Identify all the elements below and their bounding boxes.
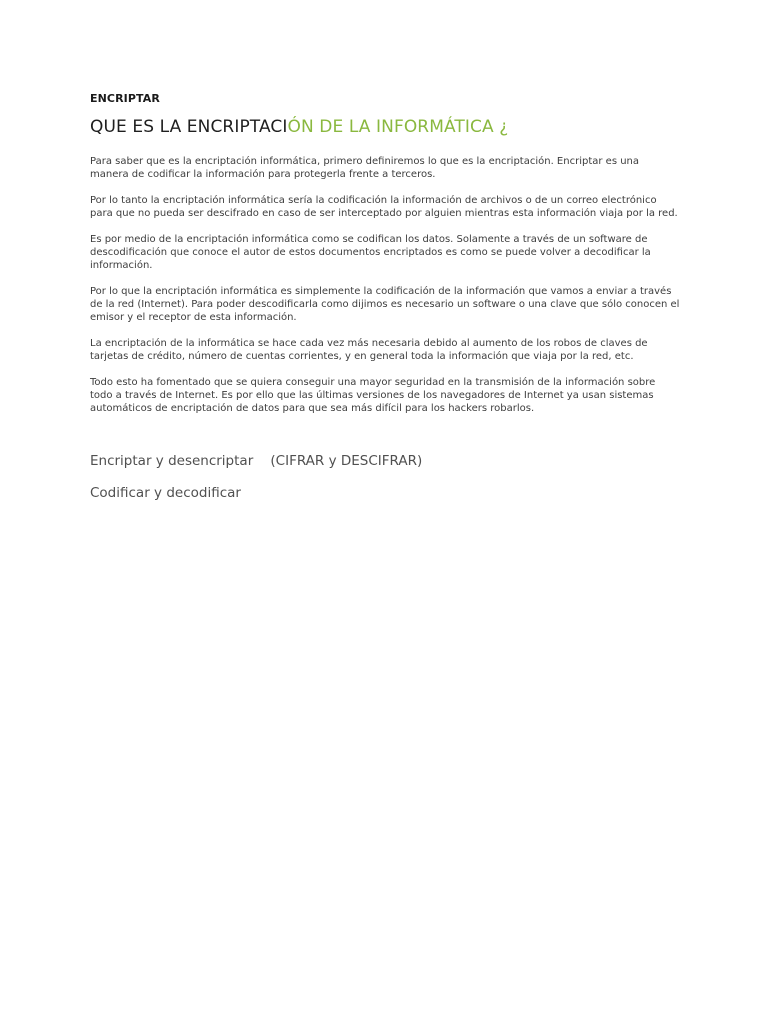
- document-label: ENCRIPTAR: [90, 92, 160, 105]
- document-page: [90, 92, 680, 501]
- paragraph-5: La encriptación de la informática se hace cada vez más necesaria debido al aumento de los robos de claves de tarjetas de crédito, número de cuentas corrientes, y en general toda la información que viaja por la red, etc.: [90, 338, 648, 362]
- title-part-accent: ÓN DE LA INFORMÁTICA ¿: [287, 117, 509, 137]
- paragraph-3: Es por medio de la encriptación informática como se codifican los datos. Solamente a través de un software de descodificación que conoce el autor de estos documentos encriptados es como se puede volver a decodificar la información.: [90, 234, 651, 271]
- paragraph-1: Para saber que es la encriptación informática, primero definiremos lo que es la encriptación. Encriptar es una manera de codificar la información para protegerla frente a terceros.: [90, 156, 640, 180]
- subtitle-encriptar: Encriptar y desencriptar (CIFRAR y DESCIFRAR): [90, 453, 423, 469]
- title-part-dark: QUE ES LA ENCRIPTACI: [90, 117, 288, 137]
- page-title: [90, 117, 680, 137]
- paragraph-2: Por lo tanto la encriptación informática sería la codificación la información de archivos o de un correo electrónico para que no pueda ser descifrado en caso de ser interceptado por alguien mientras esta información viaja por la red.: [90, 195, 678, 219]
- paragraph-4: Por lo que la encriptación informática es simplemente la codificación de la información que vamos a enviar a través de la red (Internet). Para poder descodificarla como dijimos es necesario un software o una clave que sólo conocen el emisor y el receptor de esta información.: [90, 286, 680, 323]
- paragraph-6: Todo esto ha fomentado que se quiera conseguir una mayor seguridad en la transmisión de la información sobre todo a través de Internet. Es por ello que las últimas versiones de los navegadores de Internet ya usan sistemas automáticos de encriptación de datos para que sea más difícil para los hackers robarlos.: [90, 377, 656, 414]
- subtitle-codificar: Codificar y decodificar: [90, 485, 241, 501]
